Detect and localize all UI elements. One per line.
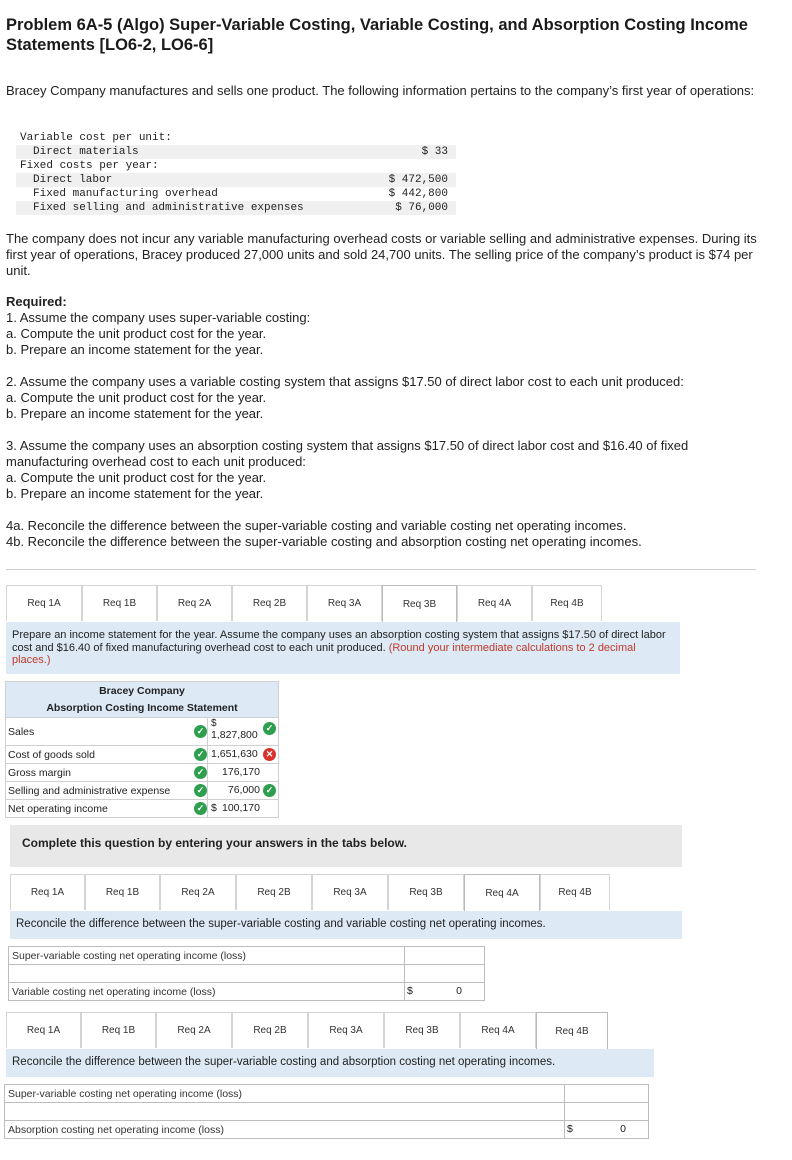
input-cell[interactable]	[565, 1085, 649, 1103]
complete-question-banner: Complete this question by entering your answers in the tabs below.	[10, 825, 682, 867]
tab-req-2b[interactable]: Req 2B	[232, 1012, 308, 1048]
row-label: Selling and administrative expense	[6, 782, 208, 800]
req-1a: a. Compute the unit product cost for the year.	[6, 326, 267, 341]
row-label: Absorption costing net operating income (loss)	[5, 1121, 565, 1139]
tab-req-1b[interactable]: Req 1B	[81, 1012, 156, 1048]
required-section	[6, 294, 766, 550]
req-3b: b. Prepare an income statement for the year.	[6, 486, 264, 501]
direct-materials-label: Direct materials	[33, 146, 139, 158]
row-label: Super-variable costing net operating income (loss)	[9, 947, 405, 965]
row-label: Variable costing net operating income (loss)	[9, 983, 405, 1001]
instruction-panel-2: Reconcile the difference between the super-variable costing and variable costing net operating incomes.	[10, 911, 682, 939]
currency-prefix: $	[211, 718, 217, 729]
check-icon: ✓	[194, 766, 207, 779]
tab-bar-3	[6, 1012, 608, 1049]
currency-prefix: $	[567, 1123, 573, 1135]
direct-materials-value: $ 33	[421, 146, 448, 158]
sales-value[interactable]: 1,827,800	[211, 729, 258, 741]
fixed-mfg-value: $ 442,800	[388, 188, 448, 200]
difference-value[interactable]: 0	[456, 985, 462, 997]
tab-bar-2	[10, 874, 610, 911]
req-4a: 4a. Reconcile the difference between the super-variable costing and variable costing net operating incomes.	[6, 518, 627, 533]
tab-req-3a[interactable]: Req 3A	[312, 874, 388, 910]
tab-req-4a[interactable]: Req 4A	[460, 1012, 536, 1048]
rounding-note: (Round your intermediate calculations to 2 decimal places.)	[12, 641, 636, 666]
statement-row-cogs	[6, 746, 279, 764]
difference-value[interactable]: 0	[620, 1123, 626, 1135]
instruction-panel-3: Reconcile the difference between the super-variable costing and absorption costing net operating incomes.	[6, 1049, 654, 1077]
direct-labor-value: $ 472,500	[388, 174, 448, 186]
input-cell[interactable]	[565, 1103, 649, 1121]
statement-row-gross-margin	[6, 764, 279, 782]
row-label: Gross margin	[6, 764, 208, 782]
row-label: Super-variable costing net operating income (loss)	[5, 1085, 565, 1103]
req-3: 3. Assume the company uses an absorption costing system that assigns $17.50 of direct labor cost and $16.40 of fixed manufacturing overhead cost to each unit produced:	[6, 438, 689, 469]
check-icon: ✓	[263, 722, 276, 735]
body-text: The company does not incur any variable manufacturing overhead costs or variable selling and administrative expenses. During its first year of operations, Bracey produced 27,000 units and sold 24,700 units. The selling price of the company’s product is $74 per unit.	[6, 231, 757, 278]
tab-req-3b[interactable]: Req 3B	[388, 874, 464, 910]
req-2a: a. Compute the unit product cost for the year.	[6, 390, 267, 405]
tab-req-2a[interactable]: Req 2A	[157, 585, 232, 621]
reconcile-table-2	[4, 1084, 649, 1139]
reconcile-table-1	[8, 946, 485, 1001]
error-icon: ✕	[263, 748, 276, 761]
input-cell[interactable]	[405, 947, 485, 965]
currency-prefix: $	[407, 985, 413, 997]
section-divider	[6, 569, 756, 570]
req-2b: b. Prepare an income statement for the year.	[6, 406, 264, 421]
req-1b: b. Prepare an income statement for the year.	[6, 342, 264, 357]
input-cell[interactable]	[405, 965, 485, 983]
req-2: 2. Assume the company uses a variable costing system that assigns $17.50 of direct labor cost to each unit produced:	[6, 374, 684, 389]
tab-req-1a[interactable]: Req 1A	[6, 585, 82, 621]
tab-req-4a[interactable]: Req 4A	[464, 874, 540, 911]
check-icon: ✓	[194, 784, 207, 797]
req-3a: a. Compute the unit product cost for the year.	[6, 470, 267, 485]
company-name: Bracey Company	[6, 682, 279, 700]
statement-row-sga	[6, 782, 279, 800]
tab-req-3b[interactable]: Req 3B	[382, 585, 457, 622]
income-statement	[5, 681, 279, 818]
tab-req-3a[interactable]: Req 3A	[307, 585, 382, 621]
tab-req-3a[interactable]: Req 3A	[308, 1012, 384, 1048]
tab-req-2b[interactable]: Req 2B	[232, 585, 307, 621]
tab-req-4a[interactable]: Req 4A	[457, 585, 532, 621]
fixed-sga-value: $ 76,000	[395, 202, 448, 214]
problem-title: Problem 6A-5 (Algo) Super-Variable Costing, Variable Costing, and Absorption Costing Income Statements [LO6-2, LO6-6]	[6, 16, 748, 54]
instruction-panel-1	[6, 622, 680, 674]
tab-req-1b[interactable]: Req 1B	[85, 874, 160, 910]
tab-req-2a[interactable]: Req 2A	[156, 1012, 232, 1048]
net-income-value[interactable]: 100,170	[222, 802, 260, 814]
check-icon: ✓	[194, 725, 207, 738]
tab-req-1b[interactable]: Req 1B	[82, 585, 157, 621]
tab-req-1a[interactable]: Req 1A	[10, 874, 85, 910]
check-icon: ✓	[194, 802, 207, 815]
tab-req-2b[interactable]: Req 2B	[236, 874, 312, 910]
check-icon: ✓	[263, 784, 276, 797]
tab-req-4b[interactable]: Req 4B	[532, 585, 602, 621]
tab-bar-1	[6, 585, 602, 622]
tab-req-4b[interactable]: Req 4B	[536, 1012, 608, 1049]
required-heading: Required:	[6, 294, 67, 309]
row-label: Net operating income	[6, 800, 208, 818]
sga-value[interactable]: 76,000	[227, 784, 260, 796]
row-label: Cost of goods sold	[6, 746, 208, 764]
fixed-sga-label: Fixed selling and administrative expenses	[33, 202, 304, 214]
tab-req-1a[interactable]: Req 1A	[6, 1012, 81, 1048]
gross-margin-value[interactable]: 176,170	[222, 766, 260, 778]
statement-row-net-income	[6, 800, 279, 818]
tab-req-2a[interactable]: Req 2A	[160, 874, 236, 910]
tab-req-4b[interactable]: Req 4B	[540, 874, 610, 910]
fixed-cost-header: Fixed costs per year:	[20, 160, 159, 172]
statement-row-sales	[6, 718, 279, 746]
row-label: Sales	[6, 718, 208, 746]
instruction-text-1: Prepare an income statement for the year. Assume the company uses an absorption costing system that assigns $17.50 of direct labor cost and $16.40 of fixed manufacturing overhead cost to each unit produced.	[12, 629, 666, 654]
req-1: 1. Assume the company uses super-variable costing:	[6, 310, 311, 325]
direct-labor-label: Direct labor	[33, 174, 113, 186]
variable-cost-header: Variable cost per unit:	[20, 132, 172, 144]
fixed-mfg-label: Fixed manufacturing overhead	[33, 188, 218, 200]
cogs-value[interactable]: 1,651,630	[211, 748, 258, 760]
cost-table	[16, 131, 456, 217]
currency-prefix: $	[211, 802, 217, 814]
req-4b: 4b. Reconcile the difference between the super-variable costing and absorption costing net operating incomes.	[6, 534, 642, 549]
check-icon: ✓	[194, 748, 207, 761]
intro-text: Bracey Company manufactures and sells one product. The following information pertains to the company’s first year of operations:	[6, 83, 755, 98]
statement-title: Absorption Costing Income Statement	[6, 700, 279, 718]
tab-req-3b[interactable]: Req 3B	[384, 1012, 460, 1048]
